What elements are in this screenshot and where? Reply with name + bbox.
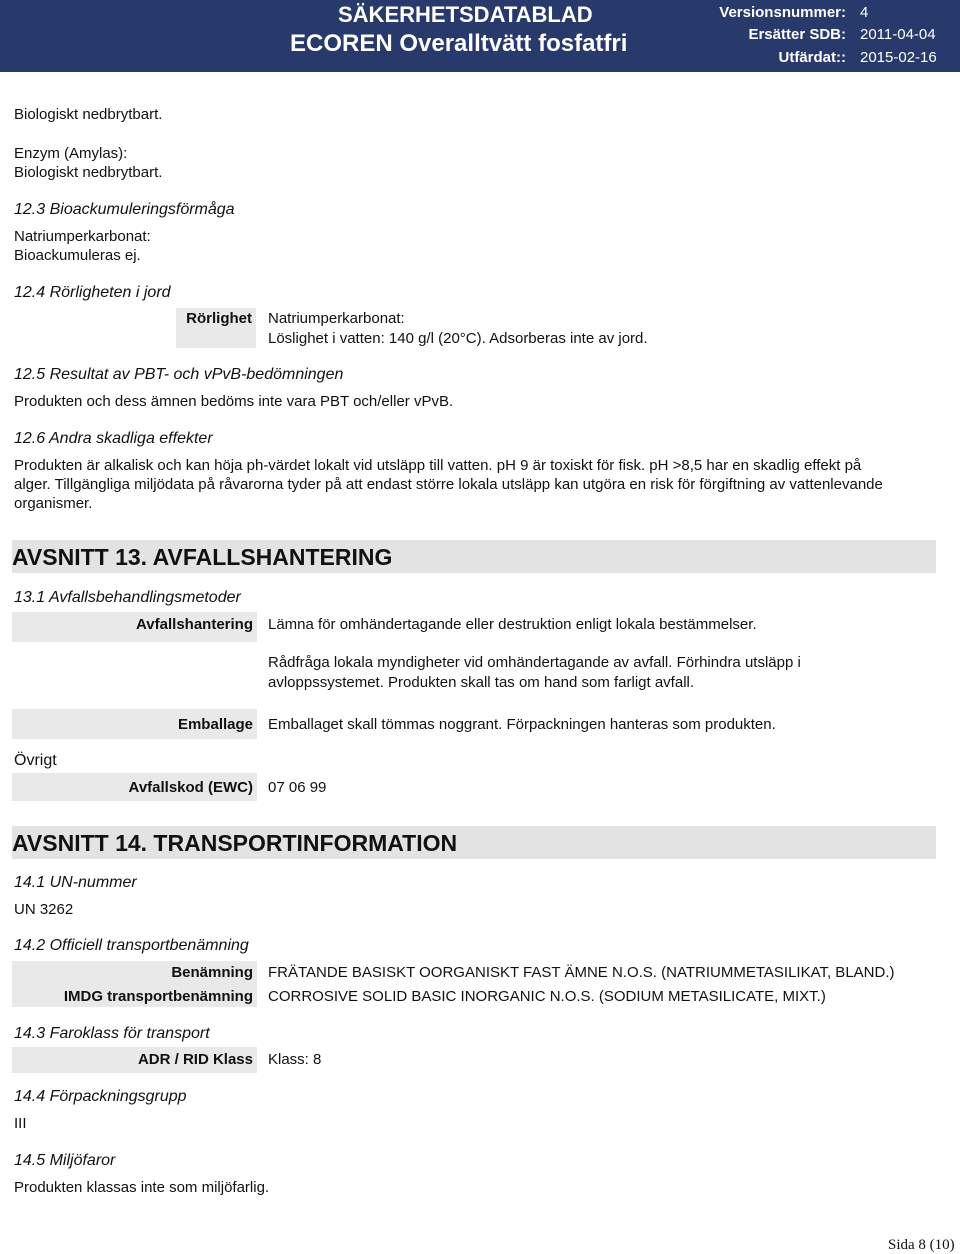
other-effects-line-1: Produkten är alkalisk och kan höja ph-värdet lokalt vid utsläpp till vatten. pH 9 är toxiskt för fisk. pH >8,5 har en skadlig effekt på bbox=[14, 457, 862, 474]
packaging-text: Emballaget skall tömmas noggrant. Förpackningen hanteras som produkten. bbox=[268, 716, 776, 733]
replaces-value: 2011-04-04 bbox=[860, 26, 936, 43]
name-label: Benämning bbox=[171, 964, 253, 981]
subsection-13-1-heading: 13.1 Avfallsbehandlingsmetoder bbox=[14, 589, 241, 606]
packaging-label: Emballage bbox=[177, 716, 253, 733]
other-effects-line-2: alger. Tillgängliga miljödata på råvarorna tyder på att endast större lokala utsläpp kan utgöra en risk för förgiftning av vattenlevande bbox=[14, 476, 883, 493]
version-value: 4 bbox=[860, 4, 869, 21]
waste-text-1: Lämna för omhändertagande eller destruktion enligt lokala bestämmelser. bbox=[268, 616, 757, 633]
replaces-label: Ersätter SDB: bbox=[748, 26, 846, 43]
other-effects-line-3: organismer. bbox=[14, 495, 93, 512]
subsection-14-4-heading: 14.4 Förpackningsgrupp bbox=[14, 1088, 187, 1105]
subsection-14-1-heading: 14.1 UN-nummer bbox=[14, 874, 137, 891]
subsection-14-2-heading: 14.2 Officiell transportbenämning bbox=[14, 937, 249, 954]
degradable-text-1: Biologiskt nedbrytbart. bbox=[14, 106, 163, 123]
mobility-text: Löslighet i vatten: 140 g/l (20°C). Adsorberas inte av jord. bbox=[268, 330, 648, 347]
version-label: Versionsnummer: bbox=[719, 4, 846, 21]
section-13-heading: AVSNITT 13. AVFALLSHANTERING bbox=[12, 544, 393, 570]
un-number: UN 3262 bbox=[14, 901, 74, 918]
mobility-substance: Natriumperkarbonat: bbox=[268, 310, 405, 327]
subsection-12-5-heading: 12.5 Resultat av PBT- och vPvB-bedömningen bbox=[14, 366, 344, 383]
env-text: Produkten klassas inte som miljöfarlig. bbox=[14, 1179, 270, 1196]
degradable-text-2: Biologiskt nedbrytbart. bbox=[14, 164, 163, 181]
other-label: Övrigt bbox=[14, 752, 57, 769]
bio-substance: Natriumperkarbonat: bbox=[14, 228, 151, 245]
issued-label: Utfärdat:: bbox=[778, 49, 846, 66]
subsection-12-6-heading: 12.6 Andra skadliga effekter bbox=[14, 430, 213, 447]
section-14-bar bbox=[12, 826, 936, 859]
enzyme-label: Enzym (Amylas): bbox=[14, 145, 128, 162]
name-value: FRÄTANDE BASISKT OORGANISKT FAST ÄMNE N.O.S. (NATRIUMMETASILIKAT, BLAND.) bbox=[268, 964, 895, 981]
imdg-label: IMDG transportbenämning bbox=[63, 988, 253, 1005]
mobility-label: Rörlighet bbox=[186, 310, 252, 327]
ewc-value: 07 06 99 bbox=[268, 779, 327, 796]
page-number: Sida 8 (10) bbox=[888, 1237, 955, 1253]
pbt-text: Produkten och dess ämnen bedöms inte vara PBT och/eller vPvB. bbox=[14, 393, 454, 410]
section-13-bar bbox=[12, 540, 936, 573]
product-name: ECOREN Overalltvätt fosfatfri bbox=[290, 30, 628, 57]
packing-group: III bbox=[14, 1115, 27, 1132]
waste-label: Avfallshantering bbox=[136, 616, 253, 633]
waste-text-2-line-2: avloppssystemet. Produkten skall tas om hand som farligt avfall. bbox=[268, 674, 695, 691]
issued-value: 2015-02-16 bbox=[860, 49, 937, 66]
waste-text-2-line-1: Rådfråga lokala myndigheter vid omhändertagande av avfall. Förhindra utsläpp i bbox=[268, 654, 801, 671]
adr-value: Klass: 8 bbox=[268, 1051, 322, 1068]
ewc-label: Avfallskod (EWC) bbox=[128, 779, 253, 796]
section-14-heading: AVSNITT 14. TRANSPORTINFORMATION bbox=[12, 830, 458, 856]
subsection-12-4-heading: 12.4 Rörligheten i jord bbox=[14, 284, 171, 301]
subsection-12-3-heading: 12.3 Bioackumuleringsförmåga bbox=[14, 201, 235, 218]
bio-text: Bioackumuleras ej. bbox=[14, 247, 141, 264]
imdg-value: CORROSIVE SOLID BASIC INORGANIC N.O.S. (SODIUM METASILICATE, MIXT.) bbox=[268, 988, 826, 1005]
document-title: SÄKERHETSDATABLAD bbox=[338, 2, 593, 27]
subsection-14-3-heading: 14.3 Faroklass för transport bbox=[14, 1025, 210, 1042]
adr-label: ADR / RID Klass bbox=[137, 1051, 253, 1068]
subsection-14-5-heading: 14.5 Miljöfaror bbox=[14, 1152, 116, 1169]
